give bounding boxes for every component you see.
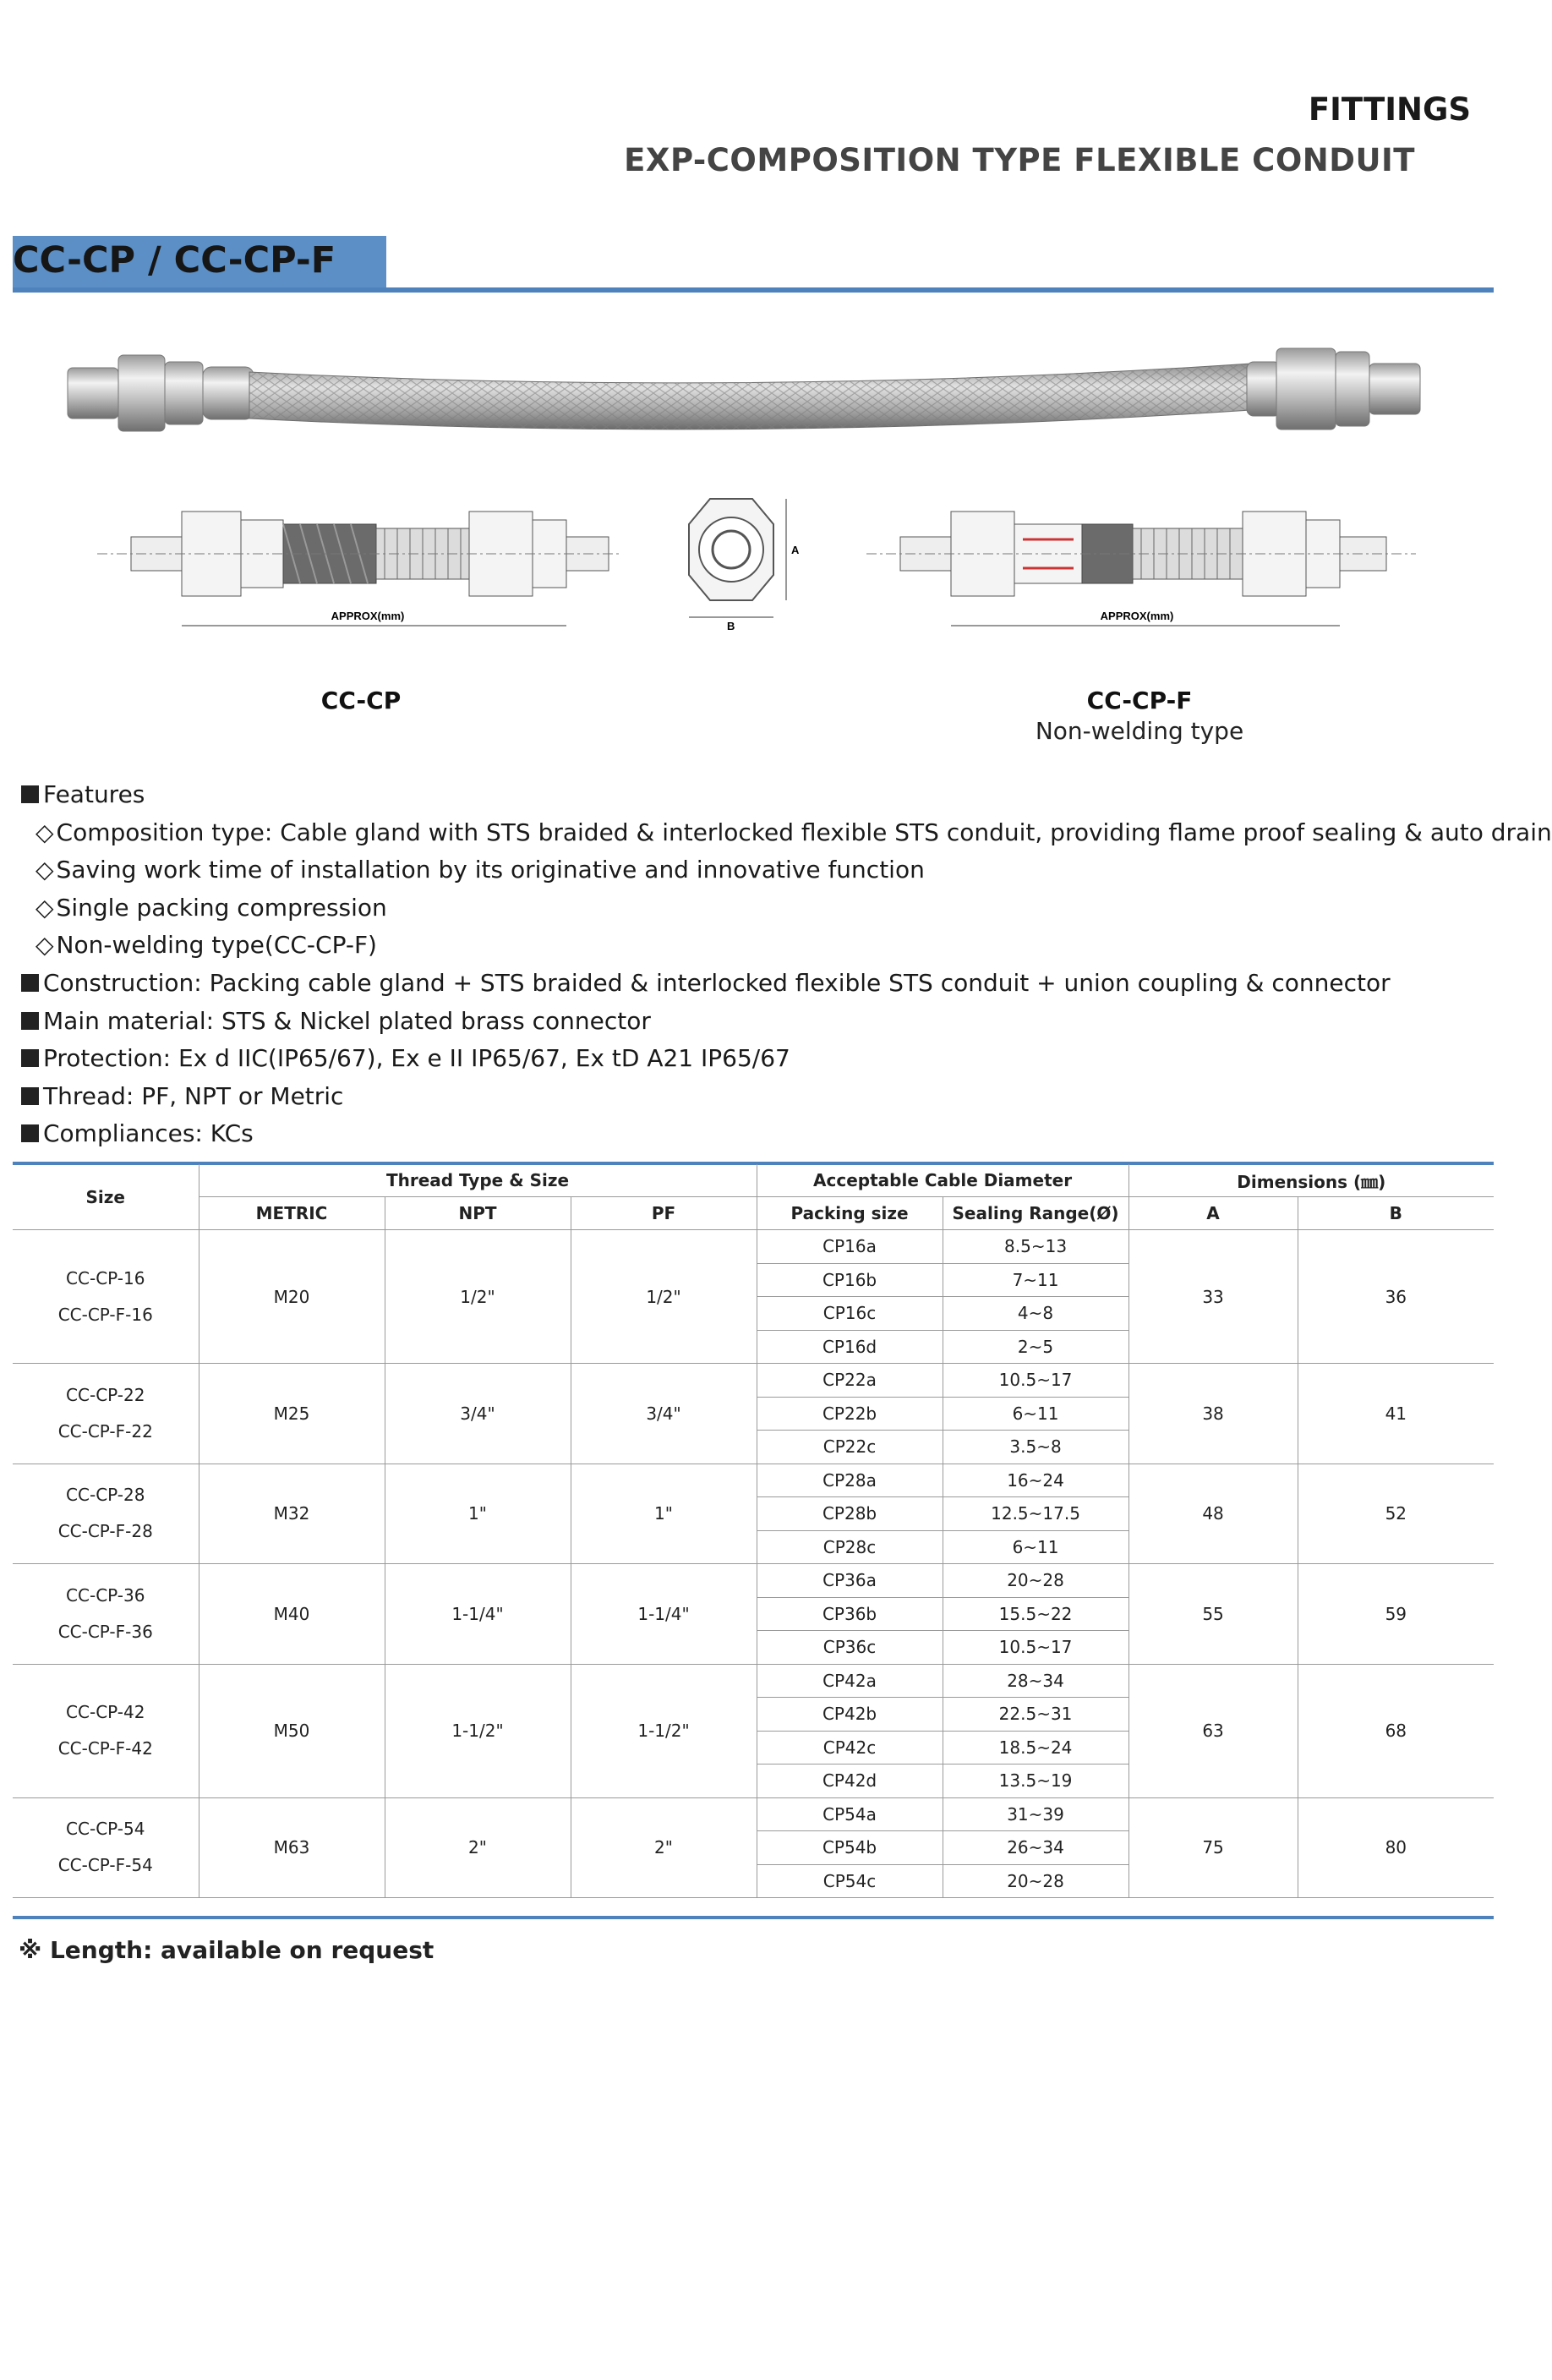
square-bullet-icon	[21, 1087, 39, 1105]
npt-cell: 3/4"	[385, 1364, 571, 1464]
packing-cell: CP28a	[757, 1464, 943, 1497]
dim-b-label: B	[727, 620, 735, 632]
features-heading: Features	[21, 776, 1552, 814]
packing-cell: CP22b	[757, 1397, 943, 1431]
size-cell	[13, 1364, 199, 1464]
sealing-range-cell: 10.5~17	[943, 1631, 1128, 1665]
spec-material: Main material: STS & Nickel plated brass connector	[21, 1003, 1552, 1041]
packing-cell: CP22c	[757, 1431, 943, 1464]
pf-cell: 3/4"	[571, 1364, 757, 1464]
npt-cell: 1-1/4"	[385, 1564, 571, 1665]
dim-b-cell: 52	[1298, 1464, 1494, 1564]
size-model: CC-CP-28	[66, 1485, 145, 1506]
dim-a-cell: 38	[1128, 1364, 1298, 1464]
sealing-range-cell: 18.5~24	[943, 1731, 1128, 1764]
packing-cell: CP36c	[757, 1631, 943, 1665]
size-model: CC-CP-54	[66, 1819, 145, 1840]
table-row	[13, 1230, 1494, 1264]
header-dim-a: A	[1128, 1197, 1298, 1230]
header-dim-b: B	[1298, 1197, 1494, 1230]
square-bullet-icon	[21, 974, 39, 992]
section-divider	[13, 287, 1494, 293]
spec-thread: Thread: PF, NPT or Metric	[21, 1078, 1552, 1116]
header-pf: PF	[571, 1197, 757, 1230]
dim-b-cell: 36	[1298, 1230, 1494, 1364]
cc-cp-f-drawing	[866, 490, 1416, 634]
metric-cell: M25	[199, 1364, 385, 1464]
approx-label-right: APPROX(mm)	[1100, 610, 1174, 622]
size-model-f: CC-CP-F-16	[57, 1304, 153, 1325]
header-dimensions-group: Dimensions (㎜)	[1128, 1164, 1494, 1197]
header-npt: NPT	[385, 1197, 571, 1230]
table-row	[13, 1564, 1494, 1598]
spec-table-body	[13, 1230, 1494, 1898]
diamond-bullet-icon: ◇	[36, 856, 54, 884]
size-cell	[13, 1564, 199, 1665]
header-size: Size	[13, 1164, 199, 1230]
end-view-drawing	[668, 490, 800, 634]
packing-cell: CP28b	[757, 1497, 943, 1531]
sealing-range-cell: 12.5~17.5	[943, 1497, 1128, 1531]
packing-cell: CP54a	[757, 1797, 943, 1831]
packing-cell: CP28c	[757, 1530, 943, 1564]
diamond-bullet-icon: ◇	[36, 818, 54, 846]
feature-item: ◇ Saving work time of installation by its originative and innovative function	[36, 856, 925, 884]
size-cell	[13, 1464, 199, 1564]
size-model: CC-CP-16	[66, 1267, 145, 1288]
metric-cell: M63	[199, 1797, 385, 1898]
pf-cell: 1-1/4"	[571, 1564, 757, 1665]
packing-cell: CP54c	[757, 1864, 943, 1898]
dim-b-cell: 68	[1298, 1664, 1494, 1797]
section-title: CC-CP / CC-CP-F	[13, 239, 336, 282]
dim-a-cell: 48	[1128, 1464, 1298, 1564]
sealing-range-cell: 13.5~19	[943, 1764, 1128, 1798]
sealing-range-cell: 10.5~17	[943, 1364, 1128, 1398]
sealing-range-cell: 16~24	[943, 1464, 1128, 1497]
metric-cell: M40	[199, 1564, 385, 1665]
size-cell	[13, 1230, 199, 1364]
packing-cell: CP54b	[757, 1831, 943, 1865]
packing-cell: CP16d	[757, 1330, 943, 1364]
packing-cell: CP16a	[757, 1230, 943, 1264]
size-model: CC-CP-22	[66, 1384, 145, 1405]
dim-b-cell: 41	[1298, 1364, 1494, 1464]
sealing-range-cell: 2~5	[943, 1330, 1128, 1364]
packing-cell: CP42d	[757, 1764, 943, 1798]
spec-protection: Protection: Ex d IIC(IP65/67), Ex e II IP65/67, Ex tD A21 IP65/67	[21, 1040, 1552, 1078]
approx-label-left: APPROX(mm)	[331, 610, 405, 622]
header-sealing-range: Sealing Range(Ø)	[943, 1197, 1128, 1230]
npt-cell: 1"	[385, 1464, 571, 1564]
metric-cell: M20	[199, 1230, 385, 1364]
size-model-f: CC-CP-F-22	[57, 1420, 153, 1442]
size-model: CC-CP-42	[66, 1702, 145, 1722]
size-model-f: CC-CP-F-54	[57, 1855, 153, 1876]
table-bottom-rule	[13, 1916, 1494, 1919]
cc-cp-caption: CC-CP	[320, 687, 402, 714]
packing-cell: CP42c	[757, 1731, 943, 1764]
packing-cell: CP42a	[757, 1664, 943, 1698]
size-cell	[13, 1664, 199, 1797]
sealing-range-cell: 4~8	[943, 1297, 1128, 1331]
pf-cell: 1/2"	[571, 1230, 757, 1364]
packing-cell: CP22a	[757, 1364, 943, 1398]
dim-b-cell: 80	[1298, 1797, 1494, 1898]
sealing-range-cell: 20~28	[943, 1864, 1128, 1898]
table-row	[13, 1664, 1494, 1698]
cc-cp-drawing	[97, 490, 621, 634]
spec-construction: Construction: Packing cable gland + STS braided & interlocked flexible STS conduit + union coupling & connector	[21, 965, 1552, 1003]
dim-a-cell: 75	[1128, 1797, 1298, 1898]
spec-compliances: Compliances: KCs	[21, 1115, 1552, 1153]
dim-a-cell: 33	[1128, 1230, 1298, 1364]
sealing-range-cell: 22.5~31	[943, 1698, 1128, 1732]
size-model-f: CC-CP-F-28	[57, 1521, 153, 1542]
sealing-range-cell: 6~11	[943, 1530, 1128, 1564]
size-cell	[13, 1797, 199, 1898]
category-heading: FITTINGS	[1308, 91, 1471, 128]
size-model-f: CC-CP-F-36	[57, 1621, 153, 1642]
sealing-range-cell: 7~11	[943, 1263, 1128, 1297]
cc-cp-f-subcaption: Non-welding type	[1035, 717, 1244, 745]
cc-cp-f-caption: CC-CP-F	[1086, 687, 1193, 714]
square-bullet-icon	[21, 1012, 39, 1030]
pf-cell: 1-1/2"	[571, 1664, 757, 1797]
sealing-range-cell: 26~34	[943, 1831, 1128, 1865]
features-list	[21, 776, 1552, 1153]
packing-cell: CP16b	[757, 1263, 943, 1297]
length-footnote: ※ Length: available on request	[19, 1936, 434, 1964]
packing-cell: CP36b	[757, 1597, 943, 1631]
header-thread-group: Thread Type & Size	[199, 1164, 757, 1197]
feature-item: ◇ Composition type: Cable gland with STS braided & interlocked flexible STS conduit, providing flame proof sealing & auto drain	[36, 818, 1552, 846]
sealing-range-cell: 31~39	[943, 1797, 1128, 1831]
dim-b-cell: 59	[1298, 1564, 1494, 1665]
size-model: CC-CP-36	[66, 1584, 145, 1606]
sealing-range-cell: 3.5~8	[943, 1431, 1128, 1464]
pf-cell: 1"	[571, 1464, 757, 1564]
product-photo	[68, 330, 1437, 457]
sealing-range-cell: 28~34	[943, 1664, 1128, 1698]
spec-table	[13, 1164, 1494, 1898]
product-line-heading: EXP-COMPOSITION TYPE FLEXIBLE CONDUIT	[624, 142, 1415, 178]
feature-item: ◇ Single packing compression	[36, 893, 387, 922]
metric-cell: M32	[199, 1464, 385, 1564]
diamond-bullet-icon: ◇	[36, 893, 54, 922]
packing-cell: CP36a	[757, 1564, 943, 1598]
size-model-f: CC-CP-F-42	[57, 1738, 153, 1759]
sealing-range-cell: 6~11	[943, 1397, 1128, 1431]
diamond-bullet-icon: ◇	[36, 931, 54, 960]
table-row	[13, 1464, 1494, 1497]
sealing-range-cell: 8.5~13	[943, 1230, 1128, 1264]
feature-item: ◇ Non-welding type(CC-CP-F)	[36, 931, 377, 960]
table-row	[13, 1364, 1494, 1398]
table-row	[13, 1797, 1494, 1831]
square-bullet-icon	[21, 1049, 39, 1067]
metric-cell: M50	[199, 1664, 385, 1797]
npt-cell: 1-1/2"	[385, 1664, 571, 1797]
dim-a-label: A	[791, 544, 800, 556]
header-cable-group: Acceptable Cable Diameter	[757, 1164, 1128, 1197]
dim-a-cell: 55	[1128, 1564, 1298, 1665]
sealing-range-cell: 15.5~22	[943, 1597, 1128, 1631]
npt-cell: 1/2"	[385, 1230, 571, 1364]
npt-cell: 2"	[385, 1797, 571, 1898]
header-metric: METRIC	[199, 1197, 385, 1230]
dim-a-cell: 63	[1128, 1664, 1298, 1797]
packing-cell: CP16c	[757, 1297, 943, 1331]
header-packing-size: Packing size	[757, 1197, 943, 1230]
square-bullet-icon	[21, 1124, 39, 1142]
square-bullet-icon	[21, 785, 39, 803]
packing-cell: CP42b	[757, 1698, 943, 1732]
sealing-range-cell: 20~28	[943, 1564, 1128, 1598]
pf-cell: 2"	[571, 1797, 757, 1898]
